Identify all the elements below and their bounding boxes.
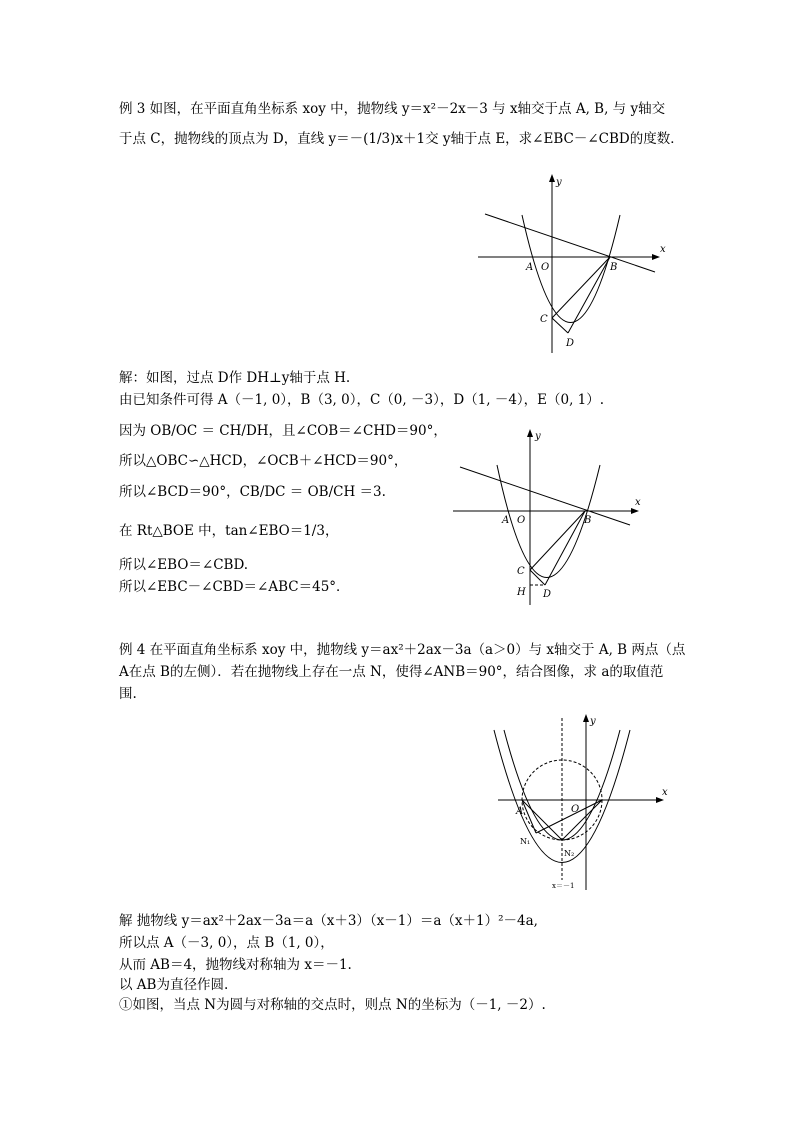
fig2-label-y: y — [535, 431, 541, 442]
fig1-label-O: O — [541, 262, 550, 273]
fig3-label-A: A — [516, 806, 524, 817]
figure-1 — [470, 170, 670, 360]
fig3-label-O: O — [571, 804, 580, 815]
sol4-line-3: 从而 AB＝4，抛物线对称轴为 x＝－1. — [119, 957, 352, 973]
fig2-label-C: C — [517, 566, 525, 577]
sol3-line-5: 所以∠BCD＝90°，CB/DC ＝ OB/CH ＝3. — [119, 484, 386, 500]
sol3-line-8: 所以∠EBC－∠CBD＝∠ABC＝45°． — [119, 579, 350, 595]
fig1-label-A: A — [526, 262, 534, 273]
fig1-label-B: B — [610, 262, 618, 273]
sol3-line-6: 在 Rt△BOE 中，tan∠EBO＝1/3， — [119, 523, 339, 539]
fig2-label-H: H — [517, 587, 526, 598]
fig3-label-axis: x＝－1 — [552, 882, 575, 890]
sol3-line-4: 所以△OBC∽△HCD，∠OCB＋∠HCD＝90°， — [119, 453, 408, 469]
figure-3 — [490, 710, 675, 900]
fig1-label-C: C — [540, 314, 548, 325]
sol3-line-7: 所以∠EBO＝∠CBD. — [119, 557, 249, 573]
sol4-line-4: 以 AB为直径作圆. — [119, 977, 229, 993]
fig2-label-B: B — [584, 515, 592, 526]
fig2-label-D: D — [543, 589, 552, 600]
fig1-label-x: x — [660, 244, 666, 255]
sol4-line-1: 解 抛物线 y＝ax²＋2ax－3a＝a（x＋3）（x－1）＝a（x＋1）²－4a, — [119, 913, 538, 929]
sol3-line-3: 因为 OB/OC ＝ CH/DH，且∠COB＝∠CHD＝90°， — [119, 423, 447, 439]
ex3-line-1: 例 3 如图，在平面直角坐标系 xoy 中，抛物线 y＝x²－2x－3 与 x轴交于点 A, B, 与 y轴交 — [119, 101, 666, 117]
fig2-label-O: O — [517, 515, 526, 526]
sol4-line-2: 所以点 A（－3, 0），点 B（1, 0）， — [119, 935, 334, 951]
sol4-line-5: ①如图，当点 N为圆与对称轴的交点时，则点 N的坐标为（－1, －2）. — [119, 997, 546, 1013]
fig3-label-N1: N₁ — [520, 837, 531, 846]
fig2-label-x: x — [635, 497, 641, 508]
fig1-label-D: D — [566, 338, 575, 349]
figure-2 — [445, 425, 650, 610]
sol3-line-2: 由已知条件可得 A（－1, 0），B（3, 0），C（0, －3），D（1, －4），E（0, 1）. — [119, 392, 605, 408]
ex4-line-1: 例 4 在平面直角坐标系 xoy 中，抛物线 y＝ax²＋2ax－3a（a＞0）与 x轴交于 A, B 两点（点 — [119, 642, 686, 658]
fig1-label-y: y — [556, 177, 562, 188]
fig3-label-N2: N₂ — [564, 849, 575, 858]
sol3-line-1: 解：如图，过点 D作 DH⊥y轴于点 H. — [119, 370, 351, 386]
fig2-label-A: A — [502, 515, 510, 526]
ex3-line-2: 于点 C，抛物线的顶点为 D，直线 y＝－(1/3)x＋1交 y轴于点 E，求∠EBC－∠CBD的度数． — [119, 131, 684, 147]
fig3-label-x: x — [662, 787, 668, 798]
ex4-line-3: 围. — [119, 686, 137, 702]
ex4-line-2: A在点 B的左侧）．若在抛物线上存在一点 N，使得∠ANB＝90°，结合图像，求 a的取值范 — [119, 664, 664, 680]
fig3-label-y: y — [590, 716, 596, 727]
